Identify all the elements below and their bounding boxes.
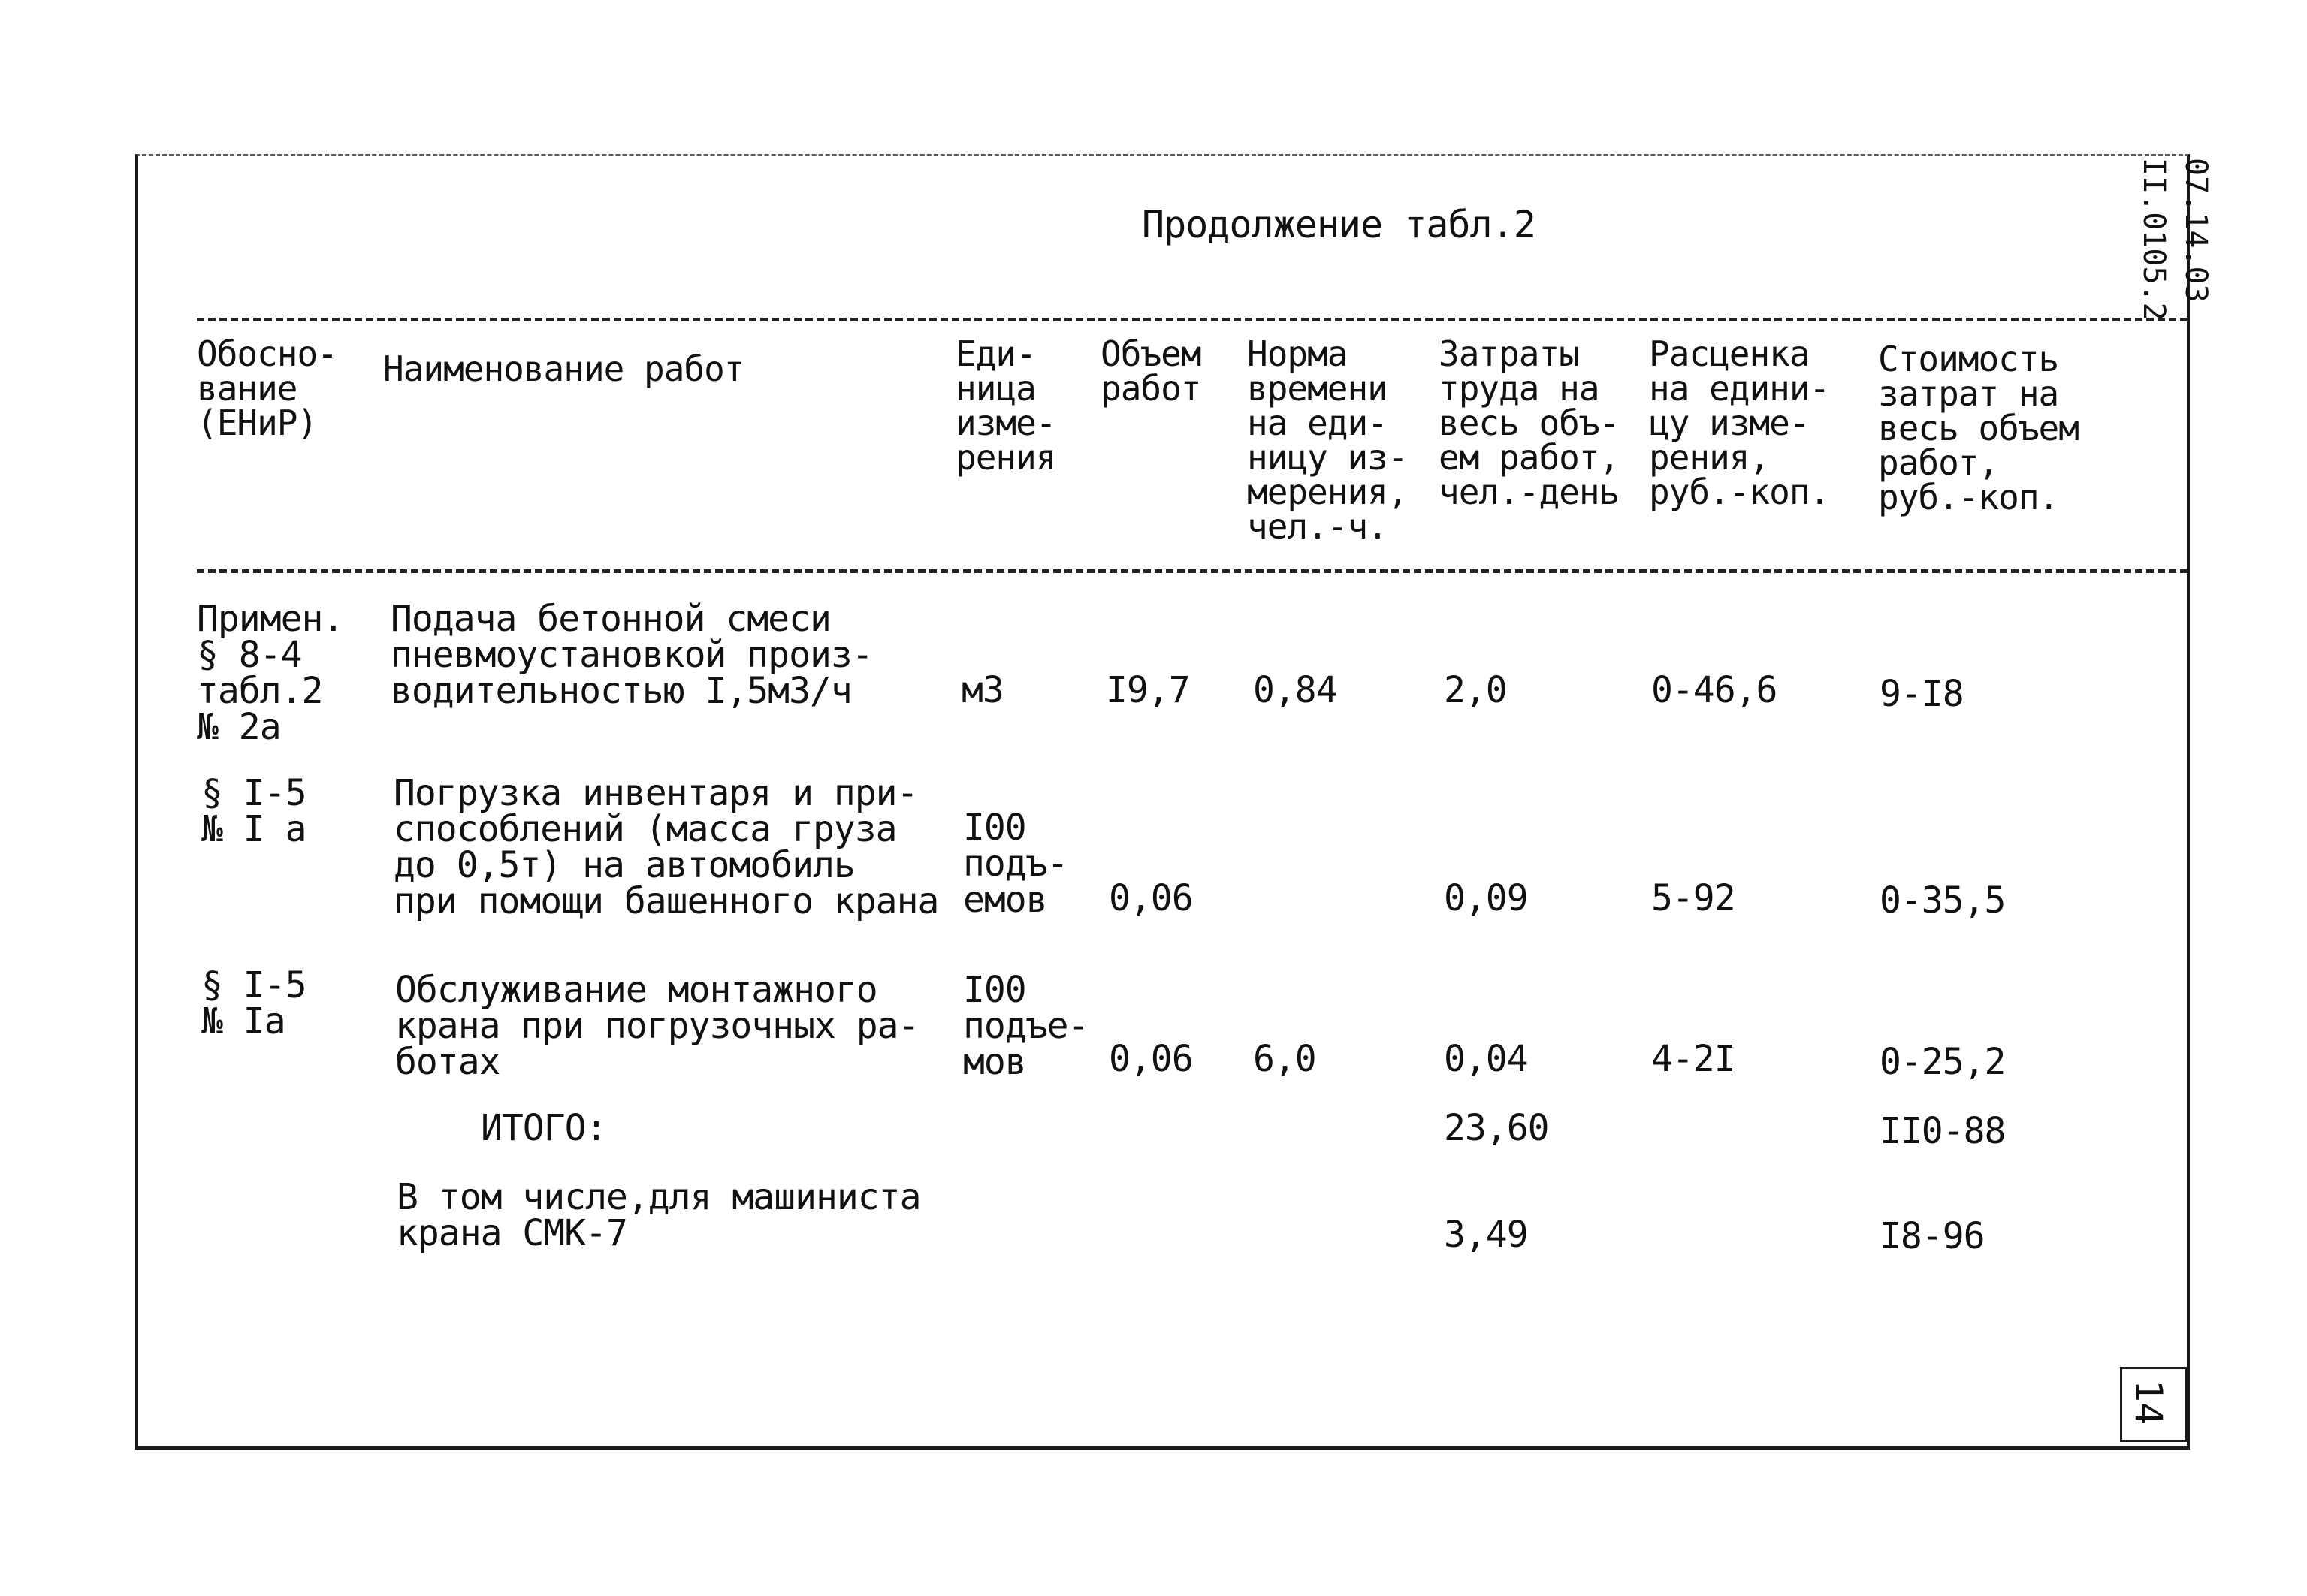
header-unit: Еди- ница изме- рения — [956, 333, 1056, 478]
document-codes — [2111, 158, 2216, 338]
row2-basis: § I-5 № I а — [201, 772, 306, 850]
total-cost: II0-88 — [1880, 1110, 2006, 1152]
row2-volume: 0,06 — [1109, 877, 1193, 919]
header-basis: Обосно- вание (ЕНиР) — [197, 333, 337, 443]
header-labor: Затраты труда на весь объ- ем работ, чел.-день — [1439, 333, 1620, 512]
row3-labor: 0,04 — [1444, 1038, 1528, 1080]
row2-cost: 0-35,5 — [1880, 879, 2006, 922]
row3-unit: I00 подъе- мов — [963, 969, 1089, 1083]
header-norm: Норма времени на еди- ницу из- мерения, чел.-ч. — [1247, 333, 1408, 547]
table-continuation-heading: Продолжение табл.2 — [1142, 203, 1535, 246]
row2-name: Погрузка инвентаря и при- способлений (масса груза до 0,5т) на автомобиль при помощи башенного крана — [394, 772, 939, 922]
document-code-1: II.0105.2 — [2136, 158, 2171, 321]
row1-cost: 9-I8 — [1880, 673, 1964, 715]
header-volume: Объем работ — [1101, 333, 1201, 409]
row2-rate: 5-92 — [1651, 877, 1735, 919]
row1-rate: 0-46,6 — [1651, 669, 1777, 711]
header-bottom-rule — [197, 569, 2188, 573]
row3-norm: 6,0 — [1253, 1038, 1316, 1080]
including-label: В том числе,для машиниста крана СМК-7 — [397, 1176, 921, 1254]
row3-name: Обслуживание монтажного крана при погрузочных ра- ботах — [395, 969, 919, 1083]
row3-volume: 0,06 — [1109, 1038, 1193, 1080]
row3-basis: § I-5 № Iа — [201, 964, 306, 1042]
row3-rate: 4-2I — [1651, 1038, 1735, 1080]
row1-norm: 0,84 — [1253, 669, 1337, 711]
row1-name: Подача бетонной смеси пневмоустановкой произ- водительностью I,5м3/ч — [391, 598, 873, 712]
including-cost: I8-96 — [1880, 1215, 1985, 1257]
page-number: 14 — [2127, 1380, 2170, 1426]
row1-labor: 2,0 — [1444, 669, 1507, 711]
row2-unit: I00 подъ- емов — [963, 807, 1068, 921]
total-labor: 23,60 — [1444, 1107, 1549, 1149]
header-top-rule — [197, 318, 2188, 321]
header-cost: Стоимость затрат на весь объем работ, руб.-коп. — [1878, 339, 2079, 517]
header-rate: Расценка на едини- цу изме- рения, руб.-коп. — [1649, 333, 1830, 512]
row1-unit: м3 — [962, 669, 1004, 711]
header-name: Наименование работ — [383, 348, 744, 389]
row3-cost: 0-25,2 — [1880, 1041, 2006, 1083]
document-code-2: 07.14.03 — [2179, 158, 2213, 303]
page-number-box — [2120, 1367, 2188, 1442]
row1-basis: Примен. § 8-4 табл.2 № 2а — [197, 598, 344, 748]
row1-volume: I9,7 — [1106, 669, 1190, 711]
row2-labor: 0,09 — [1444, 877, 1528, 919]
total-label: ИТОГО: — [481, 1107, 607, 1149]
including-labor: 3,49 — [1444, 1214, 1528, 1256]
